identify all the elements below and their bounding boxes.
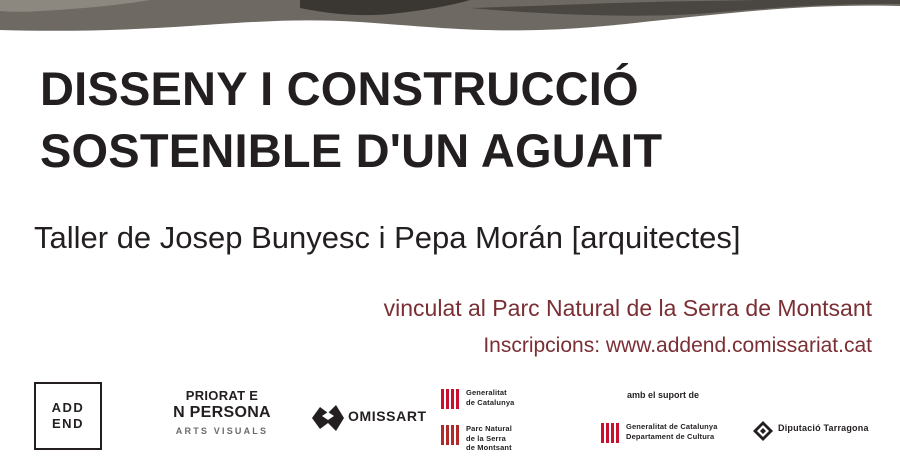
top-landscape-artwork (0, 0, 900, 46)
support-label: amb el suport de (626, 390, 699, 400)
poster-info-block (384, 292, 872, 362)
logo-parc-line-1: Parc Natural (466, 424, 512, 433)
poster-headline (40, 58, 860, 182)
logo-addend-line-1: ADD (51, 400, 85, 415)
logo-cultura-line-1: Generalitat de Catalunya (626, 422, 718, 431)
logo-addend-line-2: END (52, 416, 84, 431)
logo-diputacio-text: Diputació Tarragona (778, 423, 869, 433)
logo-generalitat-text (466, 388, 514, 407)
parc-natural-shield-icon (440, 424, 460, 446)
logo-priorat-line-1: PRIORAT E (185, 388, 259, 403)
logo-generalitat-de-catalunya (440, 388, 560, 414)
logo-addend (34, 382, 102, 450)
diputacio-diamond-icon (752, 420, 774, 442)
logo-cultura-line-2: Departament de Cultura (626, 431, 715, 441)
registration-line: Inscripcions: www.addend.comissariat.cat (483, 334, 872, 357)
poster-subtitle: Taller de Josep Bunyesc i Pepa Morán [arquitectes] (34, 220, 741, 255)
logo-priorat-en-persona (172, 388, 272, 438)
logo-departament-cultura-text (626, 422, 718, 441)
logo-priorat-line-3: ARTS VISUALS (175, 426, 269, 436)
generalitat-shield-icon (440, 388, 460, 410)
logo-priorat-line-2: N PERSONA (173, 404, 271, 421)
logo-generalitat-line-2: de Catalunya (466, 397, 515, 407)
headline-line-1: DISSENY I CONSTRUCCIÓ (40, 62, 639, 115)
sponsor-logo-strip (0, 372, 900, 470)
logo-generalitat-line-1: Generalitat (466, 388, 507, 397)
logo-parc-line-3: de Montsant (466, 443, 512, 452)
park-affiliation-line: vinculat al Parc Natural de la Serra de Montsant (383, 295, 872, 321)
departament-cultura-shield-icon (600, 422, 620, 444)
logo-comissart-text: OMISSART (348, 408, 427, 424)
logo-parc-natural-montsant (440, 424, 560, 460)
logo-parc-natural-text (466, 424, 512, 453)
logo-parc-line-2: de la Serra (466, 433, 507, 443)
logo-departament-de-cultura (600, 422, 726, 454)
logo-comissart (308, 398, 428, 438)
landscape-brush-icon (0, 0, 900, 46)
headline-line-2: SOSTENIBLE D'UN AGUAIT (40, 124, 663, 177)
logo-diputacio-tarragona (752, 418, 878, 448)
comissart-mark-icon (308, 398, 348, 438)
